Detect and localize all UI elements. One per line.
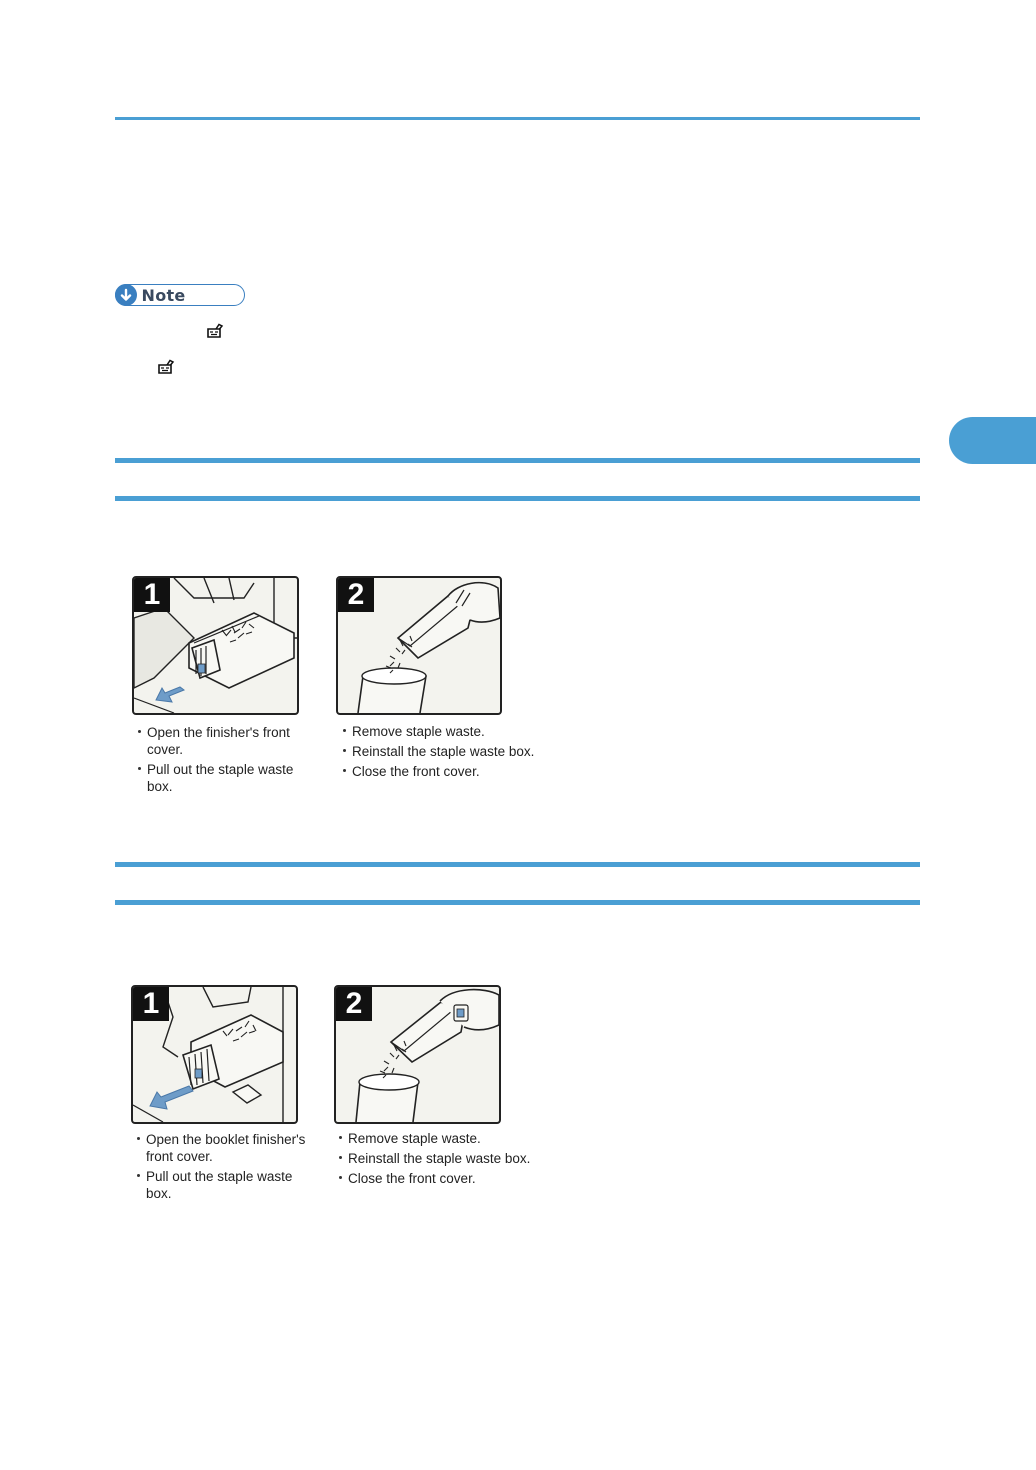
step-caption bbox=[339, 1130, 559, 1190]
caption-item: Close the front cover. bbox=[343, 763, 563, 780]
caption-item: Pull out the staple waste box. bbox=[138, 761, 318, 795]
caption-item: Reinstall the staple waste box. bbox=[339, 1150, 559, 1167]
step-illustration bbox=[336, 576, 502, 715]
caption-item: Open the booklet finisher's front cover. bbox=[137, 1131, 317, 1165]
step-illustration bbox=[132, 576, 299, 715]
section-rule-bottom bbox=[115, 900, 920, 905]
staple-waste-indicator-icon bbox=[206, 323, 224, 344]
down-arrow-circle-icon bbox=[115, 284, 137, 306]
section-rule-top bbox=[115, 458, 920, 463]
section-rule-top bbox=[115, 862, 920, 867]
caption-item: Close the front cover. bbox=[339, 1170, 559, 1187]
caption-item: Remove staple waste. bbox=[339, 1130, 559, 1147]
step-number: 1 bbox=[134, 578, 170, 612]
caption-item: Reinstall the staple waste box. bbox=[343, 743, 563, 760]
staple-waste-indicator-icon bbox=[157, 359, 175, 380]
note-label: Note bbox=[141, 285, 186, 305]
caption-item: Open the finisher's front cover. bbox=[138, 724, 318, 758]
note-badge bbox=[115, 284, 245, 306]
caption-item: Remove staple waste. bbox=[343, 723, 563, 740]
step-number: 2 bbox=[338, 578, 374, 612]
step-illustration bbox=[131, 985, 298, 1124]
step-caption bbox=[137, 1131, 317, 1205]
chapter-tab bbox=[949, 417, 1036, 464]
caption-item: Pull out the staple waste box. bbox=[137, 1168, 317, 1202]
step-number: 2 bbox=[336, 987, 372, 1021]
section-rule-bottom bbox=[115, 496, 920, 501]
step-illustration bbox=[334, 985, 501, 1124]
step-number: 1 bbox=[133, 987, 169, 1021]
step-caption bbox=[138, 724, 318, 798]
step-caption bbox=[343, 723, 563, 783]
header-rule bbox=[115, 117, 920, 120]
